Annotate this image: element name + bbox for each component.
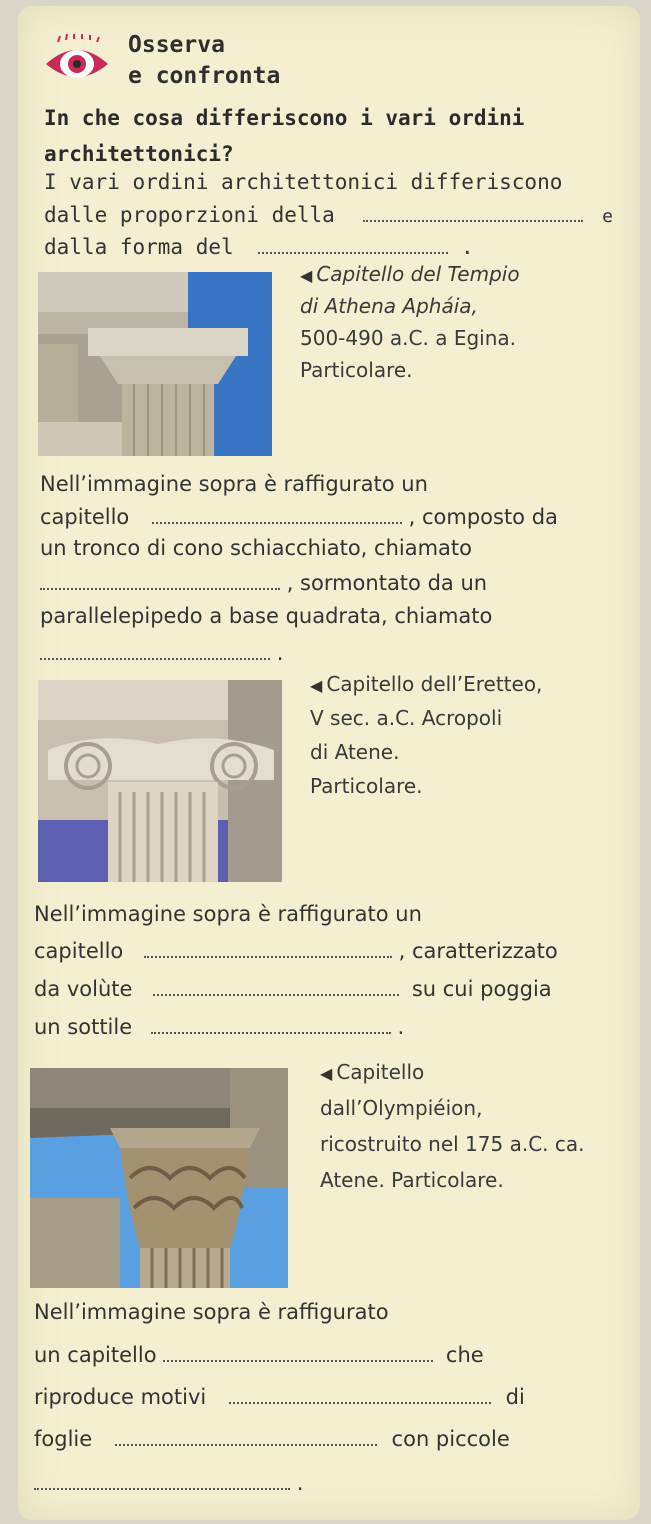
intro-line1: I vari ordini architettonici differiscono xyxy=(44,170,563,194)
doric-caption-line4: Particolare. xyxy=(300,358,413,382)
eye-icon xyxy=(44,34,110,86)
pointer-left-icon: ◀ xyxy=(320,1064,333,1083)
blank-doric-capital[interactable] xyxy=(152,504,402,524)
doric-text-line5: parallelepipedo a base quadrata, chiamato xyxy=(40,604,493,628)
corinthian-text-line4-end: con piccole xyxy=(391,1427,510,1451)
ionic-text-line4-end: . xyxy=(397,1015,405,1039)
corinthian-capital-photo xyxy=(30,1068,288,1288)
corinthian-caption-line1: ◀ Capitello xyxy=(320,1060,425,1084)
doric-text-line3: un tronco di cono schiacchiato, chiamato xyxy=(40,536,472,560)
corinthian-text-line2-start: un capitello xyxy=(34,1343,157,1367)
blank-motifs[interactable] xyxy=(229,1384,491,1404)
ionic-text-line2-start: capitello xyxy=(34,939,124,963)
blank-corinthian-capital[interactable] xyxy=(163,1342,433,1362)
doric-text-line1: Nell’immagine sopra è raffigurato un xyxy=(40,472,428,496)
intro-line2-end: e xyxy=(602,206,613,227)
corinthian-caption xyxy=(320,1060,585,1192)
pointer-left-icon: ◀ xyxy=(310,676,323,695)
doric-text-line2-start: capitello xyxy=(40,505,130,529)
doric-caption-line2: di Athena Apháia, xyxy=(300,294,478,318)
doric-caption-line1: ◀ Capitello del Tempio xyxy=(300,262,520,286)
corinthian-text-line2-end: che xyxy=(445,1343,484,1367)
blank-volutes[interactable] xyxy=(34,1470,290,1490)
doric-caption-line3: 500-490 a.C. a Egina. xyxy=(300,326,517,350)
doric-text-line6 xyxy=(40,640,283,665)
doric-text-line6-end: . xyxy=(276,641,284,665)
ionic-text-line4-start: un sottile xyxy=(34,1015,133,1039)
corinthian-caption-line4: Atene. Particolare. xyxy=(320,1168,504,1192)
doric-text-line2-end: , composto da xyxy=(408,505,558,529)
corinthian-text-line3-end: di xyxy=(505,1385,525,1409)
doric-text-line2 xyxy=(40,504,558,529)
ionic-text-line3 xyxy=(34,976,552,1001)
section-header xyxy=(44,28,344,98)
intro-line3-text: dalla forma del xyxy=(44,235,234,259)
ionic-caption-line2: V sec. a.C. Acropoli xyxy=(310,706,503,730)
ionic-caption-line3: di Atene. xyxy=(310,740,400,764)
corinthian-caption-line2: dall’Olympiéion, xyxy=(320,1096,483,1120)
blank-ionic-capital[interactable] xyxy=(144,938,392,958)
blank-volute[interactable] xyxy=(153,976,399,996)
intro-line2 xyxy=(44,202,613,227)
ionic-text-line3-end: su cui poggia xyxy=(411,977,552,1001)
doric-text-line4 xyxy=(40,570,487,595)
ionic-text-line2 xyxy=(34,938,558,963)
blank-proportions[interactable] xyxy=(363,202,583,222)
header-title-line1: Osserva xyxy=(128,32,225,58)
corinthian-text-line4-start: foglie xyxy=(34,1427,93,1451)
corinthian-caption-line3: ricostruito nel 175 a.C. ca. xyxy=(320,1132,585,1156)
ionic-text-line4 xyxy=(34,1014,404,1039)
ionic-capital-photo xyxy=(38,680,282,882)
intro-line2-text: dalle proporzioni della xyxy=(44,203,335,227)
corinthian-text-line5-end: . xyxy=(296,1471,304,1495)
blank-ionic-abacus[interactable] xyxy=(151,1014,391,1034)
question-line2: architettonici? xyxy=(44,142,234,166)
blank-echinus[interactable] xyxy=(40,570,280,590)
doric-caption xyxy=(300,262,520,382)
blank-abacus[interactable] xyxy=(40,640,270,660)
blank-leaves[interactable] xyxy=(115,1426,377,1446)
corinthian-text-line5 xyxy=(34,1470,303,1495)
header-title-line2: e confronta xyxy=(128,63,281,89)
ionic-caption-line4: Particolare. xyxy=(310,774,423,798)
doric-text-line4-end: , sormontato da un xyxy=(286,571,488,595)
ionic-caption-line1: ◀ Capitello dell’Eretteo, xyxy=(310,672,543,696)
intro-line3 xyxy=(44,234,474,259)
ionic-text-line1: Nell’immagine sopra è raffigurato un xyxy=(34,902,422,926)
corinthian-text-line3-start: riproduce motivi xyxy=(34,1385,207,1409)
corinthian-text-line2 xyxy=(34,1342,484,1367)
corinthian-text-line3 xyxy=(34,1384,525,1409)
ionic-caption xyxy=(310,672,542,798)
blank-form[interactable] xyxy=(258,234,448,254)
ionic-text-line3-start: da volùte xyxy=(34,977,133,1001)
corinthian-text-line4 xyxy=(34,1426,510,1451)
doric-capital-photo xyxy=(38,272,272,456)
ionic-text-line2-end: , caratterizzato xyxy=(398,939,558,963)
pointer-left-icon: ◀ xyxy=(300,266,313,285)
question-line1: In che cosa differiscono i vari ordini xyxy=(44,106,525,130)
corinthian-text-line1: Nell’immagine sopra è raffigurato xyxy=(34,1300,389,1324)
intro-line3-end: . xyxy=(460,235,474,259)
